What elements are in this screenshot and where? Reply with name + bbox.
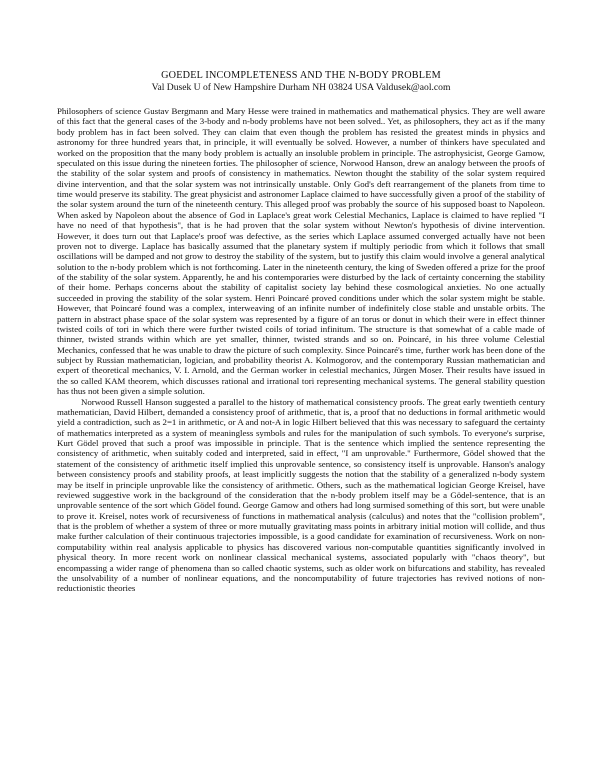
paragraph-1: Philosophers of science Gustav Bergmann and Mary Hesse were trained in mathematics and mathematical physics. They are well aware of this fact that the general cases of the 3-body and n-body problems have not been solved.. Yet, as philosophers, they act as if the many body problem has in fact been solved. They can claim that even though the problem has resisted the greatest minds in physics and astronomy for three hundred years that, in principle, it will eventually be solved. However, a number of thinkers have speculated and worked on the proposition that the many body problem is actually an insoluble problem in principle. The astrophysicist, George Gamow, speculated on this issue during the nineteen forties. The philosopher of science, Norwood Hanson, drew an analogy between the proofs of the stability of the solar system and proofs of consistency in mathematics. Newton thought the stability of the solar system required divine intervention, and that the solar system was not intrinsically unstable. Only God's deft rearrangement of the planets from time to time would preserve its stability. The great physicist and astronomer Laplace claimed to have successfully given a proof of the stability of the solar system around the turn of the nineteenth century. This alleged proof was probably the source of his supposed boast to Napoleon. When asked by Napoleon about the absence of God in Laplace's great work Celestial Mechanics, Laplace is claimed to have replied "I have no need of that hypothesis", that is he had proven that the solar system without Newton's hypothesis of divine intervention. However, it does turn out that Laplace's proof was defective, as the series which Laplace assumed converged actually have not been proven not to diverge. Laplace has basically assumed that the planetary system if multiply periodic from which it follows that small oscillations will be damped and not grow to destroy the stability of the system, but to justify this claim would involve a general analytical solution to the n-body problem which is not forthcoming. Later in the nineteenth century, the king of Sweden offered a prize for the proof of the stability of the solar system. Apparently, he and his contemporaries were disturbed by the lack of certainty concerning the stability of their home. Perhaps concerns about the stability of capitalist society lay behind these cosmological anxieties. No one actually succeeded in proving the stability of the solar system. Henri Poincaré proved conditions under which the solar system might be stable. However, that Poincaré found was a complex, interweaving of an infinite number of indefinitely close stable and unstable orbits. The pattern in abstract phase space of the solar system was represented by a figure of an torus or donut in which their were in effect thinner twisted coils of tori in which there were further twisted coils of toriad infinitum. The structure is that somewhat of a cable made of thinner, twisted strands within which are yet smaller, thinner, twisted strands and so on. Poincaré, in his three volume Celestial Mechanics, confessed that he was unable to draw the picture of such complexity. Since Poincaré's time, further work has been done of the subject by Russian mathematician, logician, and probability theorist A. Kolmogorov, and the contemporary Russian mathematician and expert of theoretical mechanics, V. I. Arnold, and the German worker in celestial mechanics, Jürgen Moser. Their results have issued in the so called KAM theorem, which discusses rational and irrational tori representing mechanical systems. The general stability question has thus not been given a simple solution. — [57, 106, 545, 397]
document-header — [57, 70, 545, 94]
paragraph-2: Norwood Russell Hanson suggested a parallel to the history of mathematical consistency proofs. The great early twentieth century mathematician, David Hilbert, demanded a consistency proof of arithmetic, that is, a proof that no deductions in formal arithmetic would yield a contradiction, such as 2=1 in arithmetic, or A and not-A in logic Hilbert believed that this was necessary to safeguard the certainty of mathematics interpreted as a system of meaningless symbols and rules for the manipulation of such symbols. To everyone's surprise, Kurt Gödel proved that such a proof was impossible in principle. That is the sentence which implied the sentence representing the consistency of arithmetic, when suitably coded and interpreted, said in effect, "I am unprovable." Furthermore, Gödel showed that the statement of the consistency of arithmetic itself implied this unprovable sentence, so consistency itself is unprovable. Hanson's analogy between consistency proofs and stability proofs, at least implicitly suggests the notion that the stability of a generalized n-body system may be itself in principle unprovable like the consistency of arithmetic. Others, such as the mathematical logician George Kreisel, have reviewed suggestive work in the background of the consideration that the n-body problem itself may be a Gödel-sentence, that is an unprovable sentence of the sort which Gödel found. George Gamow and others had long surmised something of this sort, but were unable to prove it. Kreisel, notes work of recursiveness of functions in mathematical analysis (calculus) and notes that the "collision problem", that is the problem of whether a system of three or more mutually gravitating mass points in arbitrary initial motion will collide, and thus make further calculation of their continuous trajectories impossible, is a good candidate for examination of recursiveness. Work on non-computability within real analysis applicable to physics has discovered various non-computable quantities significantly involved in physical theory. In more recent work on nonlinear classical mechanical systems, associated popularly with "chaos theory", but encompassing a wider range of phenomena than so called chaotic systems, such as older work on bifurcations and stability, has revealed the unsolvability of a number of nonlinear equations, and the noncomputability of future trajectories has revived notions of non-reductionistic theories — [57, 396, 545, 594]
document-body — [57, 106, 545, 594]
document-title: GOEDEL INCOMPLETENESS AND THE N-BODY PROBLEM — [161, 70, 441, 81]
author-byline: Val Dusek U of New Hampshire Durham NH 03824 USA Valdusek@aol.com — [151, 82, 451, 93]
